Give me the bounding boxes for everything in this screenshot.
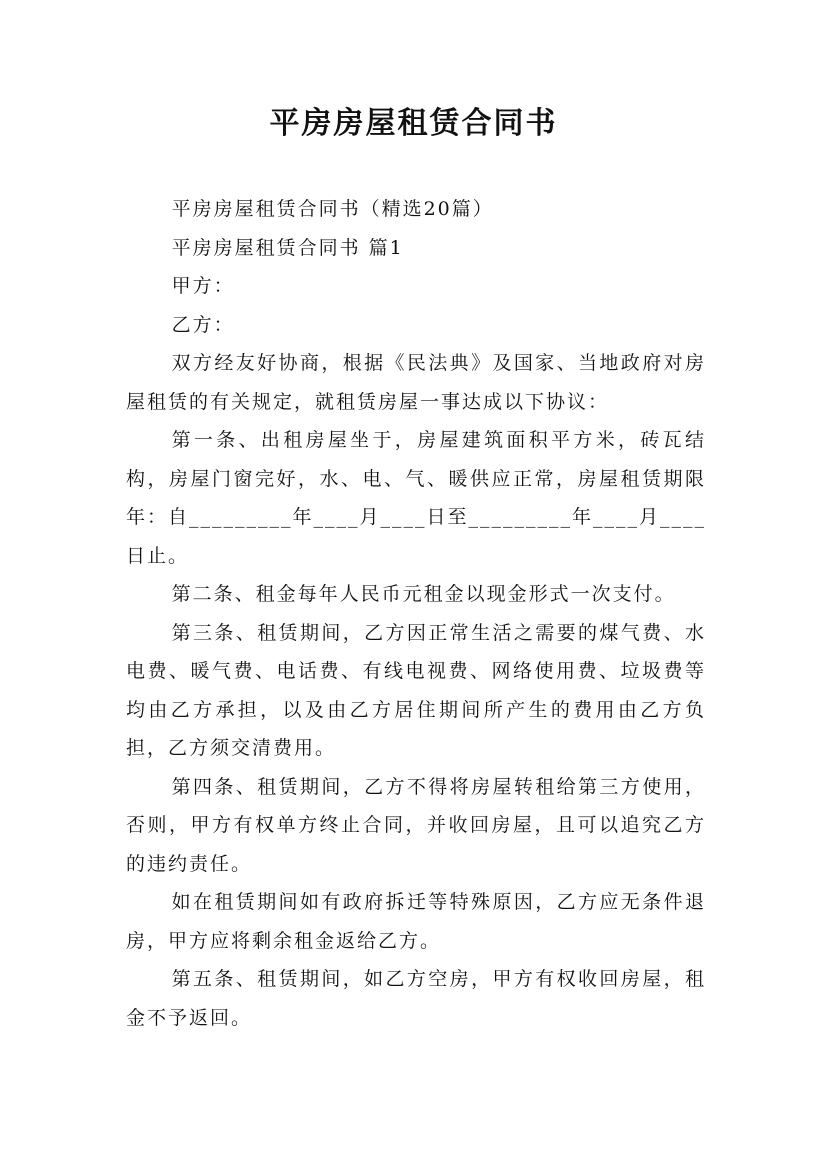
paragraph-section-heading: 平房房屋租赁合同书 篇1 xyxy=(171,236,404,259)
paragraph-demolition-clause: 如在租赁期间如有政府拆迁等特殊原因，乙方应无条件退房，甲方应将剩余租金返给乙方。 xyxy=(126,891,706,952)
document-title: 平房房屋租赁合同书 xyxy=(269,106,558,141)
paragraph-article-2: 第二条、租金每年人民币元租金以现金形式一次支付。 xyxy=(171,583,676,605)
paragraph-party-b: 乙方： xyxy=(171,313,235,336)
paragraph-article-5: 第五条、租赁期间，如乙方空房，甲方有权收回房屋，租金不予返回。 xyxy=(126,968,706,1029)
paragraph-subtitle: 平房房屋租赁合同书（精选20篇） xyxy=(171,198,494,220)
paragraph-article-1: 第一条、出租房屋坐于，房屋建筑面积平方米，砖瓦结构，房屋门窗完好，水、电、气、暖供应正常，房屋租赁期限年：自_________年____月____日至_________年____月____日止。 xyxy=(126,429,707,567)
paragraph-party-a: 甲方： xyxy=(171,275,235,297)
document-body xyxy=(126,190,706,1037)
paragraph-preamble: 双方经友好协商，根据《民法典》及国家、当地政府对房屋租赁的有关规定，就租赁房屋一事达成以下协议： xyxy=(126,352,706,413)
paragraph-article-4: 第四条、租赁期间，乙方不得将房屋转租给第三方使用，否则，甲方有权单方终止合同，并收回房屋，且可以追究乙方的违约责任。 xyxy=(126,775,706,875)
paragraph-article-3: 第三条、租赁期间，乙方因正常生活之需要的煤气费、水电费、暖气费、电话费、有线电视费、网络使用费、垃圾费等均由乙方承担，以及由乙方居住期间所产生的费用由乙方负担，乙方须交清费用。 xyxy=(126,621,706,759)
